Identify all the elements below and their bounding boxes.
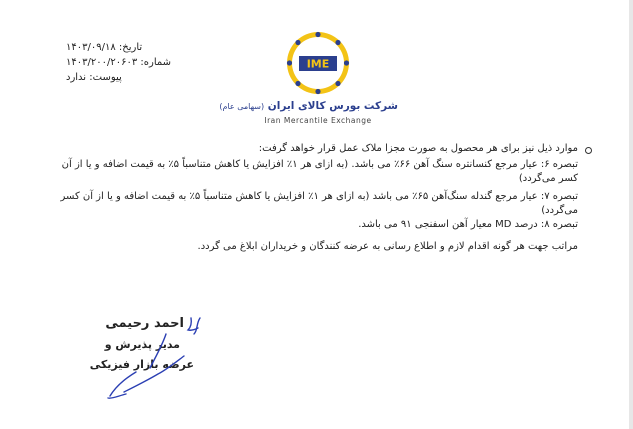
note-7: تبصره ۷: عیار مرجع گندله سنگ‌آهن ۶۵٪ می باشد (به ازای هر ۱٪ افزایش یا کاهش متناسباً ۵٪ به قیمت اضافه و یا از آن کسر می‌گردد) [60, 191, 578, 216]
bullet-icon [585, 147, 592, 154]
number-value: ۱۴۰۳/۲۰۰/۲۰۶۰۳ [66, 57, 138, 68]
number-row [66, 55, 176, 70]
company-type: (سهامی عام) [219, 102, 265, 111]
logo-text: IME [306, 57, 330, 71]
attachment-label: پیوست: [89, 72, 122, 83]
date-row [66, 40, 176, 55]
letter-meta [66, 40, 176, 85]
intro-paragraph: موارد ذیل نیز برای هر محصول به صورت مجزا ملاک عمل قرار خواهد گرفت: [258, 143, 578, 154]
signature-block [89, 316, 206, 396]
company-name-text: شرکت بورس کالای ایران [267, 100, 398, 112]
signer-title-line2: عرضه بازار فیزیکی [89, 358, 194, 371]
company-letterhead [219, 30, 398, 126]
signer-name: احمد رحیمی [105, 316, 184, 331]
ime-logo-icon [285, 30, 351, 96]
date-value: ۱۴۰۳/۰۹/۱۸ [66, 42, 116, 53]
company-name-fa [219, 100, 398, 112]
attachment-row [66, 70, 176, 85]
note-8: تبصره ۸: درصد MD معیار آهن اسفنجی ۹۱ می باشد. [358, 219, 578, 230]
handwritten-signature-icon [96, 316, 206, 400]
signer-title-line1: مدیر پذیرش و [104, 338, 180, 351]
date-label: تاریخ: [118, 42, 143, 53]
page-edge-shadow [629, 0, 633, 429]
note-6: تبصره ۶: عیار مرجع کنسانتره سنگ آهن ۶۶٪ می باشد. (به ازای هر ۱٪ افزایش یا کاهش متناسباً ۵٪ به قیمت اضافه و یا از آن کسر می‌گردد) [61, 159, 578, 184]
number-label: شماره: [140, 57, 172, 68]
attachment-value: ندارد [66, 72, 87, 83]
letter-body [60, 142, 578, 254]
closing-paragraph: مراتب جهت هر گونه اقدام لازم و اطلاع رسانی به عرضه کنندگان و خریداران ابلاغ می گردد. [197, 241, 578, 252]
company-name-en: Iran Mercantile Exchange [264, 116, 372, 125]
